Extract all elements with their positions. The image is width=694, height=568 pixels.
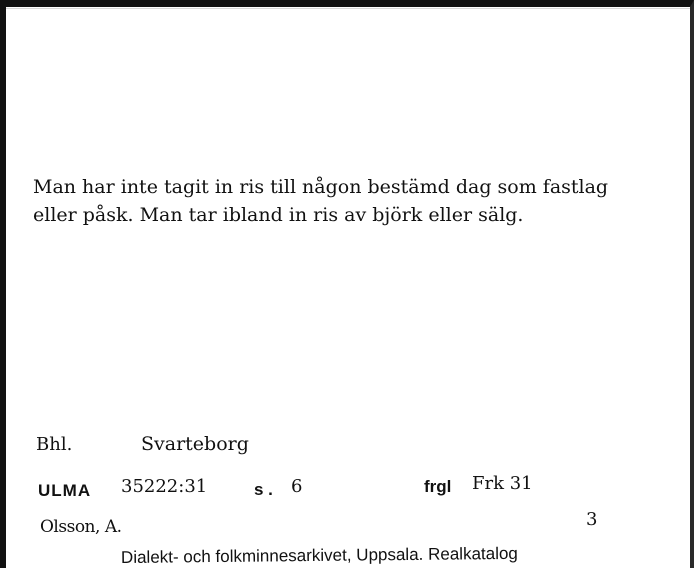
- archive-footer: Dialekt- och folkminnesarkivet, Uppsala. Realkatalog: [120, 543, 518, 567]
- record-text: [33, 173, 673, 229]
- page-number: 6: [291, 476, 303, 497]
- question-value: Frk 31: [472, 473, 533, 494]
- archive-number: 35222:31: [121, 476, 208, 497]
- parish-name: Svarteborg: [141, 433, 249, 455]
- archive-code: ULMA: [38, 481, 92, 500]
- recorder-name: Olsson, A.: [40, 517, 122, 537]
- region-label: Bhl.: [36, 434, 73, 455]
- record-text-line: eller påsk. Man tar ibland in ris av björk eller sälg.: [33, 204, 524, 226]
- question-label: frgl: [424, 477, 452, 496]
- page-label: s .: [254, 480, 273, 499]
- card-number: 3: [586, 509, 598, 530]
- record-text-line: Man har inte tagit in ris till någon bestämd dag som fastlag: [33, 176, 609, 198]
